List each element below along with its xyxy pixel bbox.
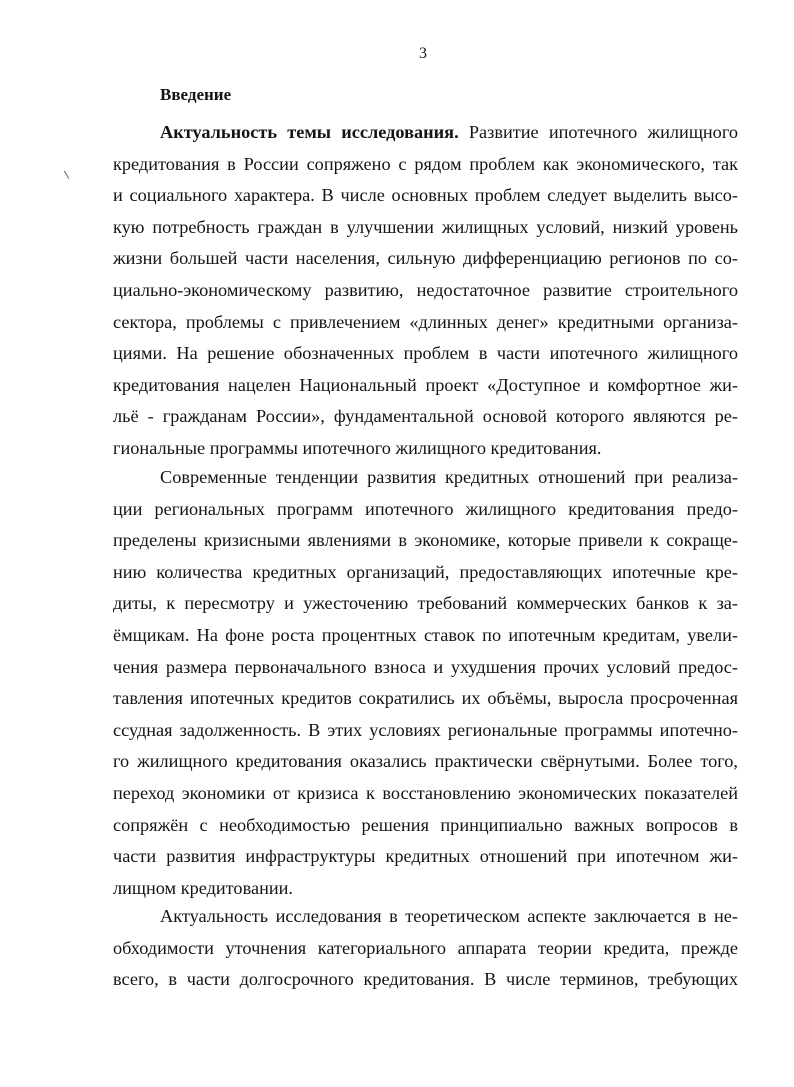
text-line: кредитования нацелен Национальный проект «Доступное и комфортное жи- <box>113 374 738 395</box>
text-line: нию количества кредитных организаций, предоставляющих ипотечные кре- <box>113 561 738 582</box>
text-line: части развития инфраструктуры кредитных отношений при ипотечном жи- <box>113 846 738 867</box>
text-line: циально-экономическому развитию, недостаточное развитие строительного <box>113 279 738 300</box>
text-line: циями. На решение обозначенных проблем в части ипотечного жилищного <box>113 343 738 364</box>
text-line: льё - гражданам России», фундаментальной основой которого являются ре- <box>113 406 738 427</box>
page-number: 3 <box>419 45 427 62</box>
section-heading: Введение <box>160 85 232 104</box>
text-line: всего, в части долгосрочного кредитования. В числе терминов, требующих <box>113 969 738 990</box>
text-line: пределены кризисными явлениями в экономике, которые привели к сокраще- <box>113 530 738 551</box>
text-line: сектора, проблемы с привлечением «длинных денег» кредитными организа- <box>113 311 738 332</box>
text-line <box>113 117 738 149</box>
paragraph-3 <box>113 901 738 996</box>
text-line: и социального характера. В числе основных проблем следует выделить высо- <box>113 185 738 206</box>
text-line: чения размера первоначального взноса и ухудшения прочих условий предос- <box>113 656 738 677</box>
text-line: обходимости уточнения категориального аппарата теории кредита, прежде <box>113 937 738 958</box>
text-line: диты, к пересмотру и ужесточению требований коммерческих банков к за- <box>113 593 738 614</box>
paragraph-2 <box>113 462 738 904</box>
text-line: гиональные программы ипотечного жилищного кредитования. <box>113 437 602 458</box>
paragraph-1 <box>113 117 738 465</box>
bold-lead: Актуальность темы исследования. <box>160 122 459 142</box>
text-line: Современные тенденции развития кредитных отношений при реализа- <box>160 467 738 487</box>
text-line: кредитования в России сопряжено с рядом проблем как экономического, так <box>113 153 738 174</box>
text-line: жизни большей части населения, сильную дифференциацию регионов по со- <box>113 248 738 269</box>
text-line: переход экономики от кризиса к восстановлению экономических показателей <box>113 782 738 803</box>
text-segment: Развитие ипотечного жилищного <box>458 122 738 142</box>
text-line: Актуальность исследования в теоретическом аспекте заключается в не- <box>160 906 738 926</box>
text-line: ции региональных программ ипотечного жилищного кредитования предо- <box>113 498 738 519</box>
text-line: ёмщикам. На фоне роста процентных ставок по ипотечным кредитам, увели- <box>113 624 738 645</box>
text-line: тавления ипотечных кредитов сократились их объёмы, выросла просроченная <box>113 688 738 709</box>
text-line: го жилищного кредитования оказались практически свёрнутыми. Более того, <box>113 751 738 772</box>
text-line: кую потребность граждан в улучшении жилищных условий, низкий уровень <box>113 216 738 237</box>
text-line: сопряжён с необходимостью решения принципиально важных вопросов в <box>113 814 738 835</box>
text-line: ссудная задолженность. В этих условиях региональные программы ипотечно- <box>113 719 738 740</box>
text-line: лищном кредитовании. <box>113 877 293 898</box>
margin-mark <box>64 170 70 179</box>
